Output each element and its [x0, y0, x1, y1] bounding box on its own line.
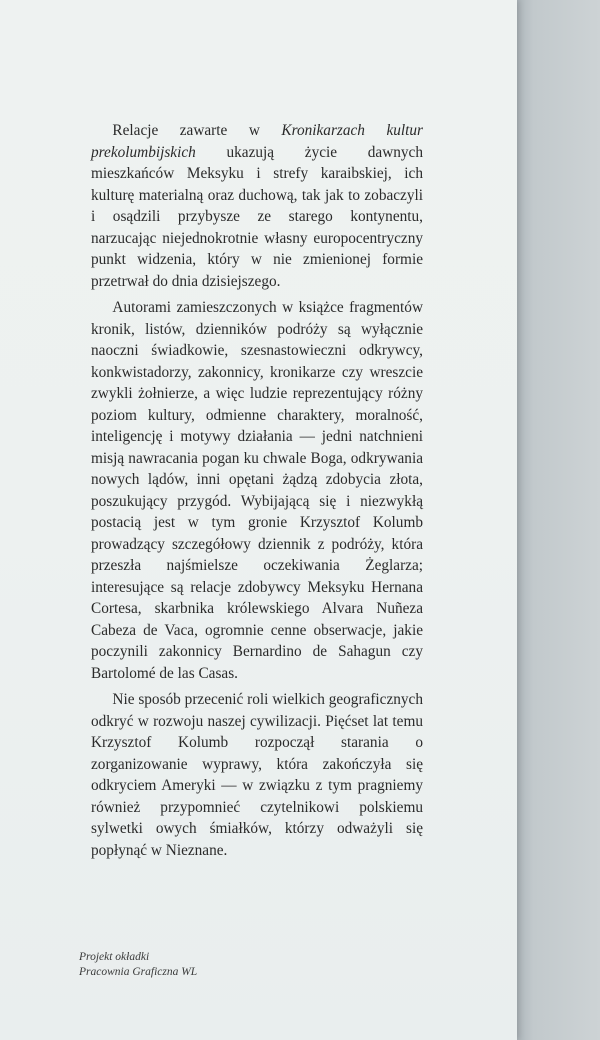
blurb-p1-rest: ukazują życie dawnych mieszkańców Meksyku i strefy karaibskiej, ich kulturę materialną oraz duchową, tak jak to zobaczyli i osądzili przybysze ze starego kontynentu, narzucając niejednokrotnie własny europocentryczny punkt widzenia, który w nie zmienionej formie przetrwał do dnia dzisiejszego.	[91, 143, 423, 290]
blurb-paragraph-1	[91, 120, 423, 292]
cover-design-credit	[79, 950, 197, 980]
credit-line-1: Projekt okładki	[79, 951, 150, 963]
blurb-paragraph-3: Nie sposób przecenić roli wielkich geograficznych odkryć w rozwoju naszej cywilizacji. Pięćset lat temu Krzysztof Kolumb rozpoczął starania o zorganizowanie wyprawy, która zakończyła się odkryciem Ameryki — w związku z tym pragniemy również przypomnieć czytelnikowi polskiemu sylwetki owych śmiałków, którzy odważyli się popłynąć w Nieznane.	[91, 691, 423, 859]
credit-line-2: Pracownia Graficzna WL	[79, 966, 198, 978]
book-title-italic: Kronikarzach kultur prekolumbijskich	[91, 122, 423, 161]
background-edge	[517, 0, 600, 1040]
blurb-p1-intro: Relacje zawarte w	[112, 122, 282, 139]
blurb-text	[91, 120, 423, 861]
blurb-paragraph-2: Autorami zamieszczonych w książce fragmentów kronik, listów, dzienników podróży są wyłącznie naoczni świadkowie, szesnastowieczni odkrywcy, konkwistadorzy, zakonnicy, kronikarze czy wreszcie zwykli żołnierze, a więc ludzie reprezentujący różny poziom kultury, odmienne charaktery, moralność, inteligencję i motywy działania — jedni natchnieni misją nawracania pogan ku chwale Boga, odkrywania nowych lądów, inni opętani żądzą zdobycia złota, poszukujący przygód. Wybijającą się i niezwykłą postacią jest w tym gronie Krzysztof Kolumb prowadzący szczegółowy dziennik z podróży, która przeszła najśmielsze oczekiwania Żeglarza; interesujące są relacje zdobywcy Meksyku Hernana Cortesa, skarbnika królewskiego Alvara Nuñeza Cabeza de Vaca, ogromnie cenne obserwacje, jakie poczynili zakonnicy Bernardino de Sahagun czy Bartolomé de las Casas.	[91, 299, 423, 682]
